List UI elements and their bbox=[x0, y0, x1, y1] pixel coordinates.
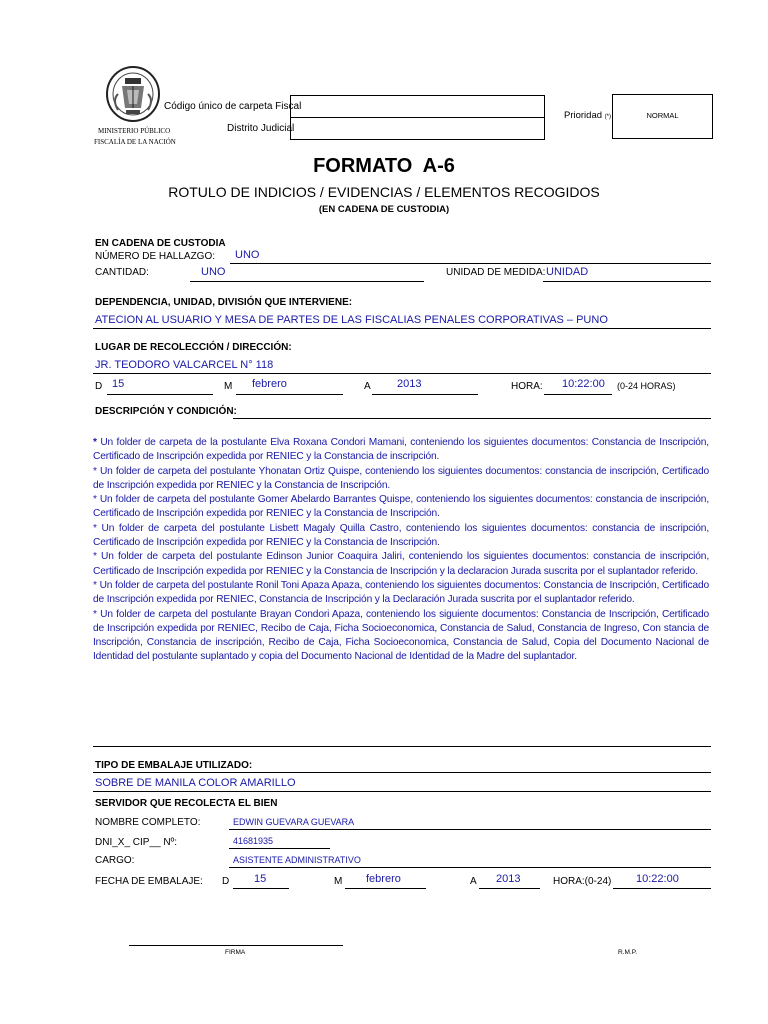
hora-value[interactable]: 10:22:00 bbox=[562, 378, 605, 390]
firma-line bbox=[129, 945, 343, 946]
fecha-embalaje-label: FECHA DE EMBALAJE: bbox=[95, 876, 203, 887]
hora-note: (0-24 HORAS) bbox=[617, 381, 676, 391]
distrito-input[interactable] bbox=[291, 118, 544, 139]
prioridad-box[interactable] bbox=[612, 94, 713, 139]
mes-value[interactable]: febrero bbox=[252, 378, 287, 390]
descripcion-item: * Un folder de carpeta del postulante Ronil Toni Apaza Apaza, conteniendo los siguientes documentos: Constancia de Inscripción, Certificado de Inscripción expedida por RENIEC, Constancia de Inscripción y la Declaración Jurada suscrita por el suplantador referido. bbox=[93, 579, 709, 606]
embalaje-line bbox=[93, 791, 711, 792]
dni-label: DNI_X_ CIP__ Nº: bbox=[95, 837, 178, 848]
dependencia-label: DEPENDENCIA, UNIDAD, DIVISIÓN QUE INTERVIENE: bbox=[95, 297, 353, 308]
dni-value[interactable]: 41681935 bbox=[233, 836, 274, 846]
embalaje-hora-value[interactable]: 10:22:00 bbox=[636, 873, 679, 885]
anio-label: A bbox=[364, 381, 371, 392]
cargo-value[interactable]: ASISTENTE ADMINISTRATIVO bbox=[233, 855, 361, 865]
institution-name: MINISTERIO PÚBLICO bbox=[98, 127, 171, 135]
dia-line bbox=[107, 394, 213, 395]
servidor-label: SERVIDOR QUE RECOLECTA EL BIEN bbox=[95, 798, 278, 809]
hallazgo-value[interactable]: UNO bbox=[235, 249, 260, 261]
form-subtitle-2: (EN CADENA DE CUSTODIA) bbox=[318, 204, 450, 215]
descripcion-item: * Un folder de carpeta del postulante Brayan Condori Apaza, conteniendo los siguiente documentos: Constancia de Inscripción, Certificado de Inscripción expedida por RENIEC, Recibo de Caja, Ficha Socioeconomica, Constancia de Salud, Constancia de Ingreso, Con stancia de Inscripción, Constancia de inscripción, Recibo de Caja, Ficha Socioeconomica, Constancia de Salud, Copia del Documento Nacional de Identidad del postulante suplantado y copia del Documento Nacional de Identidad de la Madre del suplantador. bbox=[93, 608, 709, 663]
embalaje-anio-label: A bbox=[470, 876, 477, 887]
descripcion-item: * Un folder de carpeta de la postulante Elva Roxana Condori Mamani, conteniendo los siguientes documentos: Constancia de Inscripción, Certificado de Inscripción expedida por RENIEC y la Constancia de inscripción. bbox=[93, 437, 709, 463]
hallazgo-line bbox=[230, 263, 711, 264]
nombre-line bbox=[229, 829, 711, 830]
cantidad-value[interactable]: UNO bbox=[201, 266, 226, 278]
rmp-label: R.M.P. bbox=[618, 949, 638, 956]
hora-label: HORA: bbox=[511, 381, 543, 392]
nombre-value[interactable]: EDWIN GUEVARA GUEVARA bbox=[233, 817, 355, 827]
ministerio-seal-icon bbox=[104, 64, 162, 124]
lugar-label: LUGAR DE RECOLECCIÓN / DIRECCIÓN: bbox=[95, 342, 292, 353]
hora-line bbox=[544, 394, 612, 395]
unidad-label: UNIDAD DE MEDIDA: bbox=[446, 267, 546, 278]
embalaje-hora-label: HORA:(0-24) bbox=[553, 876, 612, 887]
cantidad-line bbox=[190, 281, 424, 282]
descripcion-item: * Un folder de carpeta del postulante Edinson Junior Coaquira Jaliri, conteniendo los siguientes documentos: constancia de inscripción, Certificado de Inscripción expedida por RENIEC y la Constancia de Inscripción y la declaracion Jurada suscrita por el suplantador referido. bbox=[93, 551, 709, 577]
embalaje-anio-value[interactable]: 2013 bbox=[496, 873, 521, 885]
embalaje-mes-value[interactable]: febrero bbox=[366, 873, 401, 885]
embalaje-dia-line bbox=[233, 888, 289, 889]
cantidad-label: CANTIDAD: bbox=[95, 267, 149, 278]
dia-value[interactable]: 15 bbox=[112, 378, 125, 390]
descripcion-item: * Un folder de carpeta del postulante Yhonatan Ortiz Quispe, conteniendo los siguientes documentos: constancia de inscripción, Certificado de Inscripción expedida por RENIEC y la Constancia de Inscripción. bbox=[93, 465, 709, 491]
custodia-section-label: EN CADENA DE CUSTODIA bbox=[95, 238, 226, 249]
firma-label: FIRMA bbox=[225, 949, 246, 956]
embalaje-label-line bbox=[93, 772, 711, 773]
dependencia-value[interactable]: ATECION AL USUARIO Y MESA DE PARTES DE LAS FISCALIAS PENALES CORPORATIVAS – PUNO bbox=[95, 314, 608, 326]
institution-subname: FISCALÍA DE LA NACIÓN bbox=[94, 138, 176, 146]
embalaje-anio-line bbox=[479, 888, 540, 889]
descripcion-end-line bbox=[93, 746, 711, 747]
embalaje-mes-label: M bbox=[334, 876, 343, 887]
anio-line bbox=[372, 394, 478, 395]
mes-line bbox=[236, 394, 343, 395]
descripcion-item: * Un folder de carpeta del postulante Gomer Abelardo Barrantes Quispe, conteniendo los siguientes documentos: constancia de inscripción, Certificado de Inscripción expedida por RENIEC y la Constancia de Inscripción. bbox=[93, 494, 709, 520]
unidad-line bbox=[543, 281, 711, 282]
form-title: FORMATO A-6 bbox=[313, 155, 455, 177]
carpeta-input[interactable] bbox=[291, 96, 544, 118]
lugar-value[interactable]: JR. TEODORO VALCARCEL N° 118 bbox=[95, 359, 274, 371]
dia-label: D bbox=[95, 381, 103, 392]
prioridad-label: Prioridad (*) bbox=[564, 110, 612, 121]
embalaje-value[interactable]: SOBRE DE MANILA COLOR AMARILLO bbox=[95, 777, 296, 789]
dni-line bbox=[229, 848, 330, 849]
descripcion-line bbox=[233, 418, 711, 419]
cargo-label: CARGO: bbox=[95, 855, 135, 866]
nombre-label: NOMBRE COMPLETO: bbox=[95, 817, 201, 828]
descripcion-text[interactable] bbox=[93, 436, 709, 665]
distrito-label: Distrito Judicial bbox=[227, 123, 295, 134]
mes-label: M bbox=[224, 381, 233, 392]
descripcion-item: * Un folder de carpeta del postulante Lisbett Magaly Quilla Castro, conteniendo los siguientes documentos: constancia de inscripción, Certificado de Inscripción expedida por RENIEC y la Constancia de Inscripción. bbox=[93, 522, 709, 549]
embalaje-mes-line bbox=[345, 888, 426, 889]
embalaje-dia-label: D bbox=[222, 876, 230, 887]
cargo-line bbox=[229, 867, 711, 868]
unidad-value[interactable]: UNIDAD bbox=[546, 266, 589, 278]
prioridad-value: NORMAL bbox=[646, 111, 679, 120]
lugar-line bbox=[93, 373, 711, 374]
descripcion-label: DESCRIPCIÓN Y CONDICIÓN: bbox=[95, 406, 237, 417]
form-subtitle: ROTULO DE INDICIOS / EVIDENCIAS / ELEMENTOS RECOGIDOS bbox=[168, 184, 600, 200]
anio-value[interactable]: 2013 bbox=[397, 378, 422, 390]
hallazgo-label: NÚMERO DE HALLAZGO: bbox=[95, 251, 216, 262]
embalaje-dia-value[interactable]: 15 bbox=[254, 873, 267, 885]
embalaje-hora-line bbox=[613, 888, 711, 889]
dependencia-line bbox=[93, 328, 711, 329]
carpeta-label: Código único de carpeta Fiscal bbox=[164, 101, 302, 112]
embalaje-label: TIPO DE EMBALAJE UTILIZADO: bbox=[95, 760, 253, 771]
carpeta-distrito-box bbox=[290, 95, 545, 140]
